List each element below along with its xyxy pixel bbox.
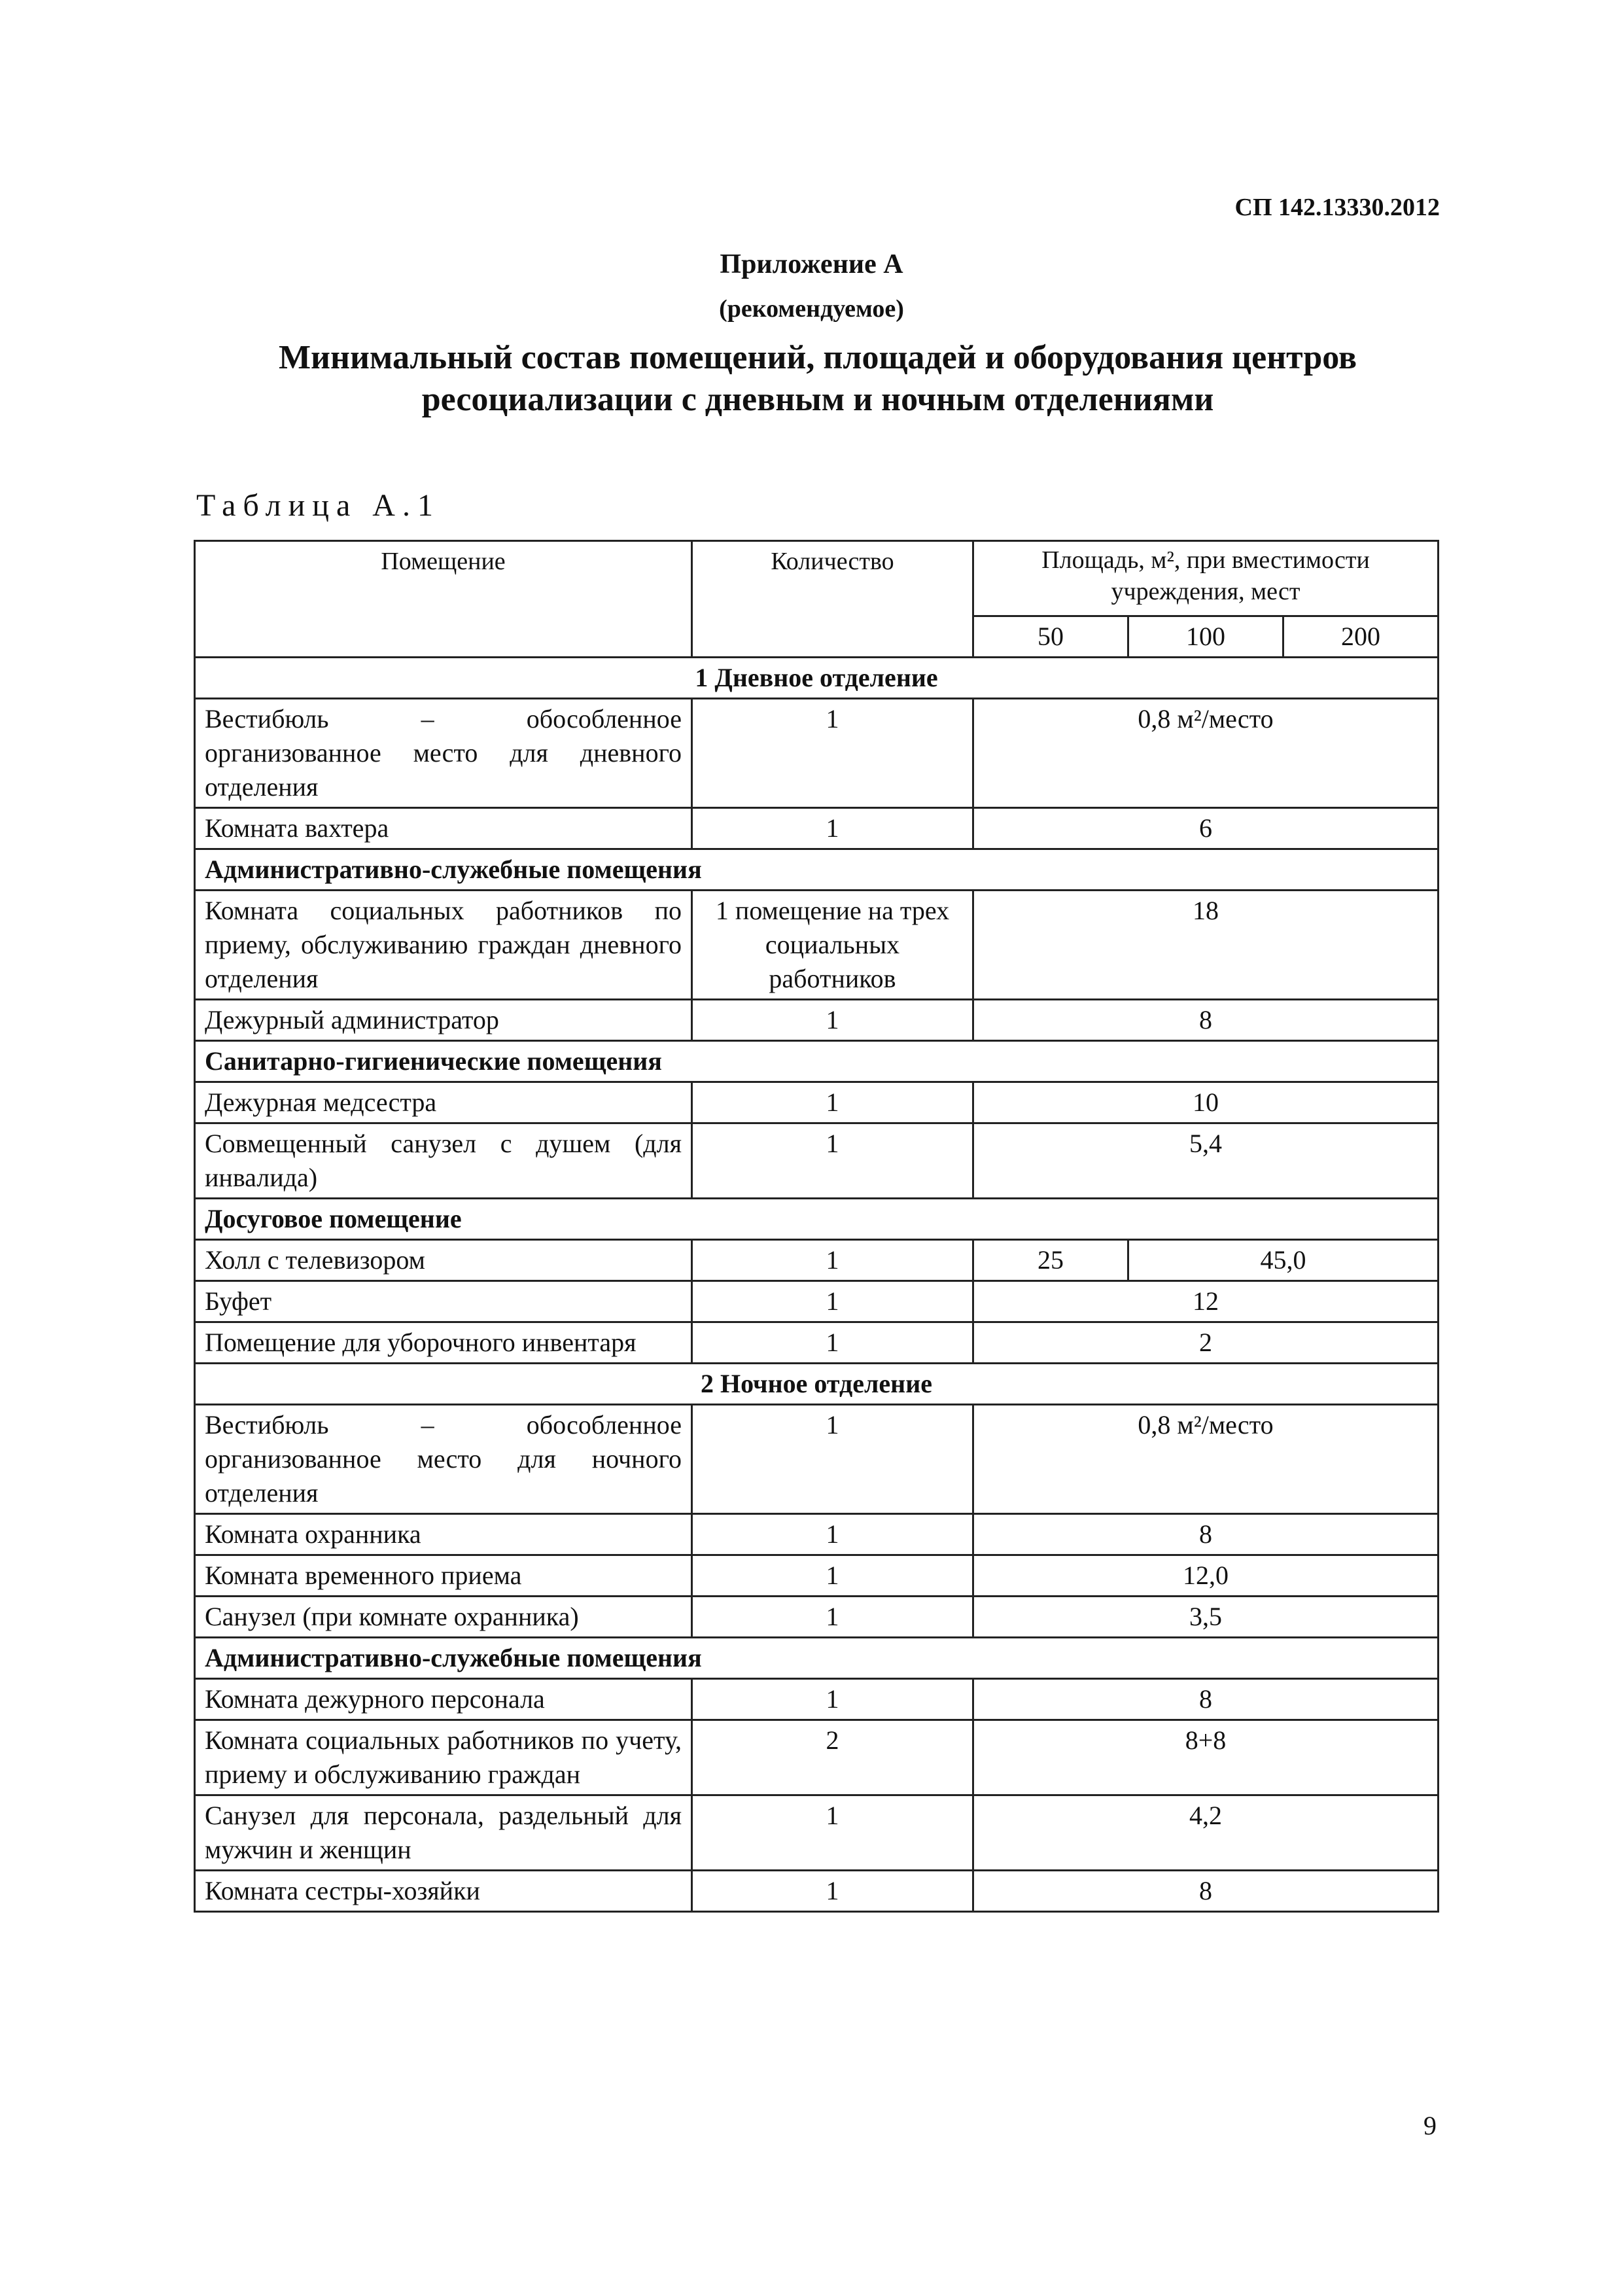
main-title: Минимальный состав помещений, площадей и оборудования центров ресоциализации с дневным и ночным отделениями [278,339,1357,418]
room-count: 1 [692,1240,973,1281]
room-area-100-200: 45,0 [1128,1240,1439,1281]
room-area: 18 [973,891,1439,1000]
room-count: 1 [692,1322,973,1364]
table-row [195,808,1439,849]
room-area: 12,0 [973,1555,1439,1597]
room-area: 8+8 [973,1720,1439,1795]
room-area: 0,8 м²/место [973,1405,1439,1514]
section-title: 1 Дневное отделение [195,658,1439,699]
room-name: Комната социальных работников по учету, приему и обслуживанию граждан [195,1720,692,1795]
table-row [195,1000,1439,1041]
room-name: Вестибюль – обособленное организованное место для дневного отделения [195,699,692,808]
table-row [195,1405,1439,1514]
room-count: 1 [692,1871,973,1912]
room-count: 1 [692,808,973,849]
section-title: Административно-служебные помещения [195,849,1439,891]
room-count: 1 [692,1555,973,1597]
room-name: Комната вахтера [195,808,692,849]
section-title: Досуговое помещение [195,1199,1439,1240]
room-area: 5,4 [973,1123,1439,1199]
header-capacity-200: 200 [1283,616,1439,658]
header-capacity-100: 100 [1128,616,1283,658]
rooms-table [194,540,1439,1913]
room-count: 1 [692,1597,973,1638]
header-area: Площадь, м², при вместимости учреждения, мест [973,541,1439,616]
room-area: 10 [973,1082,1439,1123]
appendix-title: Приложение А [720,249,903,279]
table-row [195,1082,1439,1123]
room-name: Дежурная медсестра [195,1082,692,1123]
appendix-subtitle: (рекомендуемое) [719,295,904,323]
room-count: 1 [692,1795,973,1871]
room-area: 8 [973,1000,1439,1041]
room-name: Совмещенный санузел с душем (для инвалида) [195,1123,692,1199]
room-count: 1 [692,1405,973,1514]
room-count: 1 [692,1514,973,1555]
table-row [195,1679,1439,1720]
room-name: Вестибюль – обособленное организованное место для ночного отделения [195,1405,692,1514]
room-area: 4,2 [973,1795,1439,1871]
room-count: 1 [692,699,973,808]
page-number: 9 [1423,2111,1437,2140]
section-title: Административно-служебные помещения [195,1638,1439,1679]
room-name: Комната сестры-хозяйки [195,1871,692,1912]
room-area: 3,5 [973,1597,1439,1638]
table-row [195,1555,1439,1597]
room-count: 1 [692,1281,973,1322]
room-count: 1 [692,1123,973,1199]
room-area: 8 [973,1871,1439,1912]
section-title: 2 Ночное отделение [195,1364,1439,1405]
room-area: 6 [973,808,1439,849]
room-area: 2 [973,1322,1439,1364]
room-name: Буфет [195,1281,692,1322]
room-area: 8 [973,1514,1439,1555]
table-row [195,699,1439,808]
header-count: Количество [692,541,973,658]
room-count: 1 [692,1000,973,1041]
section-row [195,1364,1439,1405]
section-row [195,1199,1439,1240]
room-name: Комната социальных работников по приему, обслуживанию граждан дневного отделения [195,891,692,1000]
header-capacity-50: 50 [973,616,1128,658]
section-row [195,849,1439,891]
table-header-row [195,541,1439,616]
room-count: 1 [692,1082,973,1123]
table-row [195,1322,1439,1364]
room-area-50: 25 [973,1240,1128,1281]
room-name: Холл с телевизором [195,1240,692,1281]
room-name: Санузел для персонала, раздельный для мужчин и женщин [195,1795,692,1871]
room-name: Комната дежурного персонала [195,1679,692,1720]
section-title: Санитарно-гигиенические помещения [195,1041,1439,1082]
section-row [195,658,1439,699]
table-row [195,891,1439,1000]
table-row [195,1720,1439,1795]
room-area: 8 [973,1679,1439,1720]
room-count: 1 [692,1679,973,1720]
room-name: Санузел (при комнате охранника) [195,1597,692,1638]
table-row [195,1123,1439,1199]
room-area: 0,8 м²/место [973,699,1439,808]
room-area: 12 [973,1281,1439,1322]
room-name: Комната временного приема [195,1555,692,1597]
room-count: 2 [692,1720,973,1795]
table-caption: Таблица А.1 [196,488,440,523]
table-row [195,1795,1439,1871]
room-name: Помещение для уборочного инвентаря [195,1322,692,1364]
document-code: СП 142.13330.2012 [1234,194,1440,221]
table-row [195,1597,1439,1638]
table-row [195,1281,1439,1322]
table-row [195,1514,1439,1555]
table-row [195,1871,1439,1912]
section-row [195,1041,1439,1082]
room-name: Дежурный администратор [195,1000,692,1041]
table-row [195,1240,1439,1281]
room-count: 1 помещение на трех социальных работников [692,891,973,1000]
section-row [195,1638,1439,1679]
room-name: Комната охранника [195,1514,692,1555]
header-room: Помещение [195,541,692,658]
